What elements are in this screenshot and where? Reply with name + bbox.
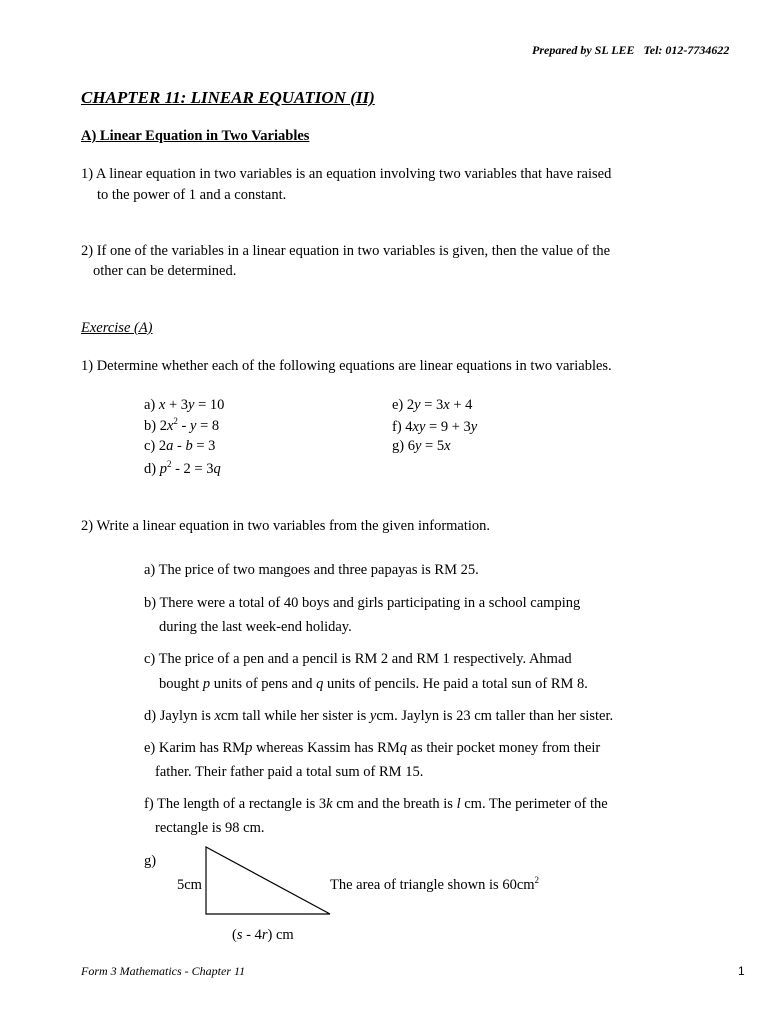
note-1-line-2: to the power of 1 and a constant.: [97, 187, 287, 203]
q2-item-c-line-1: c) The price of a pen and a pencil is RM 2 and RM 1 respectively. Ahmad: [144, 651, 572, 667]
page-header: [532, 43, 729, 58]
note-1-line-1: 1) A linear equation in two variables is an equation involving two variables that have raised: [81, 166, 612, 182]
q2-item-a: a) The price of two mangoes and three papayas is RM 25.: [144, 562, 479, 578]
q2-item-f-line-1: f) The length of a rectangle is 3k cm and the breath is l cm. The perimeter of the: [144, 796, 608, 812]
q2-prompt: 2) Write a linear equation in two variables from the given information.: [81, 518, 491, 534]
triangle-area-text: The area of triangle shown is $60cm^2$: [330, 875, 540, 893]
telephone: Tel: 012-7734622: [643, 43, 730, 57]
triangle-shape: [206, 847, 330, 914]
footer-text: Form 3 Mathematics - Chapter 11: [81, 964, 246, 978]
q2-item-e-line-2: father. Their father paid a total sum of RM 15.: [155, 764, 424, 780]
q1-item-a: a) x + 3y = 10: [144, 397, 225, 413]
q1-item-c: c) 2a - b = 3: [144, 438, 216, 454]
q1-item-b: b) $2x^2 - y = 8$: [144, 416, 220, 434]
q2-item-b-line-1: b) There were a total of 40 boys and girls participating in a school camping: [144, 595, 581, 611]
section-heading: A) Linear Equation in Two Variables: [81, 128, 310, 144]
q1-prompt: 1) Determine whether each of the following equations are linear equations in two variables.: [81, 358, 612, 374]
q2-item-g-label: g): [144, 853, 157, 869]
q2-item-d: d) Jaylyn is xcm tall while her sister is ycm. Jaylyn is 23 cm taller than her sister.: [144, 708, 614, 724]
prepared-by: Prepared by SL LEE: [532, 43, 635, 57]
q1-item-f: f) 4xy = 9 + 3y: [392, 419, 478, 435]
note-2-line-1: 2) If one of the variables in a linear equation in two variables is given, then the value of the: [81, 243, 611, 259]
q1-item-e: e) 2y = 3x + 4: [392, 397, 473, 413]
q2-item-c-line-2: bought p units of pens and q units of pencils. He paid a total sun of RM 8.: [159, 676, 588, 692]
triangle-height-label: 5cm: [177, 877, 202, 893]
q2-item-e-line-1: e) Karim has RMp whereas Kassim has RMq as their pocket money from their: [144, 740, 601, 756]
note-2-line-2: other can be determined.: [93, 263, 237, 279]
q2-item-b-line-2: during the last week-end holiday.: [159, 619, 352, 635]
q1-item-g: g) 6y = 5x: [392, 438, 451, 454]
chapter-title: CHAPTER 11: LINEAR EQUATION (II): [81, 88, 375, 107]
q1-item-d: d) $p^2 - 2 = 3q$: [144, 459, 221, 477]
triangle-base-label: (s - 4r) cm: [232, 927, 294, 943]
right-triangle-diagram: [200, 840, 340, 920]
exercise-heading: Exercise (A): [81, 320, 153, 336]
page-number: 1: [738, 964, 745, 978]
q2-item-f-line-2: rectangle is 98 cm.: [155, 820, 265, 836]
